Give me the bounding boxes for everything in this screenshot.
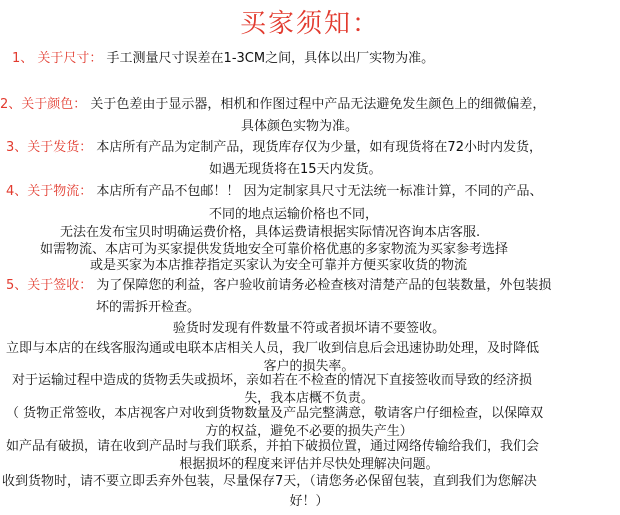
color-section xyxy=(0,96,545,114)
receipt-text-line: 好！） xyxy=(289,494,329,509)
receipt-label: 5、关于签收： xyxy=(6,278,93,293)
receipt-text-line: 为了保障您的利益，客户验收前请务必检查核对清楚产品的包装数量，外包装损 xyxy=(96,278,552,293)
size-text: 手工测量尺寸误差在1-3CM之间，具体以出厂实物为准。 xyxy=(106,51,435,66)
color-label: 2、关于颜色： xyxy=(0,97,87,112)
receipt-text-line: 客户的损失率。 xyxy=(263,359,355,374)
logistics-text-line: 不同的地点运输价格也不同， xyxy=(209,207,379,222)
size-section xyxy=(12,50,434,68)
logistics-text-line: 或是买家为本店推荐指定买家认为安全可靠并方便买家收货的物流 xyxy=(90,258,468,273)
logistics-section xyxy=(6,183,543,201)
receipt-text-line: 失，我本店概不负责。 xyxy=(244,391,374,406)
page-title: 买家须知： xyxy=(239,9,380,39)
receipt-text-line: 对于运输过程中造成的货物丢失或损坏，亲如若在不检查的情况下直接签收而导致的经济损 xyxy=(12,373,533,388)
receipt-text-line: 坏的需拆开检查。 xyxy=(96,300,201,315)
color-text-line: 具体颜色实物为准。 xyxy=(241,119,359,134)
color-text-line: 关于色差由于显示器，相机和作图过程中产品无法避免发生颜色上的细微偏差， xyxy=(90,97,546,112)
receipt-text-line: 根据损坏的程度来评估并尽快处理解决问题。 xyxy=(179,457,439,472)
shipping-label: 3、关于发货： xyxy=(6,140,93,155)
receipt-text-line: 收到货物时，请不要立即丢弃外包装，尽量保存7天，（请您务必保留包装，直到我们为您解决 xyxy=(2,474,537,489)
receipt-section xyxy=(6,277,551,295)
receipt-text-line: 立即与本店的在线客服沟通或电联本店相关人员，我厂收到信息后会迅速协助处理，及时降低 xyxy=(6,341,540,356)
logistics-label: 4、关于物流： xyxy=(6,184,93,199)
size-label: 1、 关于尺寸： xyxy=(12,51,103,66)
shipping-text-line: 如遇无现货将在15天内发货。 xyxy=(209,162,382,177)
shipping-section xyxy=(6,139,542,157)
logistics-text-line: 无法在发布宝贝时明确运费价格，具体运费请根据实际情况咨询本店客服. xyxy=(60,225,481,240)
logistics-text-line: 如需物流、本店可为买家提供发货地安全可靠价格优惠的多家物流为买家参考选择 xyxy=(40,242,509,257)
receipt-text-line: 如产品有破损，请在收到产品时与我们联系，并拍下破损位置，通过网络传输给我们，我们会 xyxy=(6,439,540,454)
receipt-text-line: 方的权益，避免不必要的损失产生） xyxy=(205,424,413,439)
receipt-text-line: 验货时发现有件数量不符或者损坏请不要签收。 xyxy=(172,321,446,336)
logistics-text-line: 本店所有产品不包邮！！ 因为定制家具尺寸无法统一标准计算，不同的产品、 xyxy=(96,184,543,199)
receipt-text-line: （ 货物正常签收，本店视客户对收到货物数量及产品完整满意，敬请客户仔细检查，以保障双 xyxy=(6,406,544,421)
shipping-text-line: 本店所有产品为定制产品，现货库存仅为少量，如有现货将在72小时内发货， xyxy=(96,140,542,155)
